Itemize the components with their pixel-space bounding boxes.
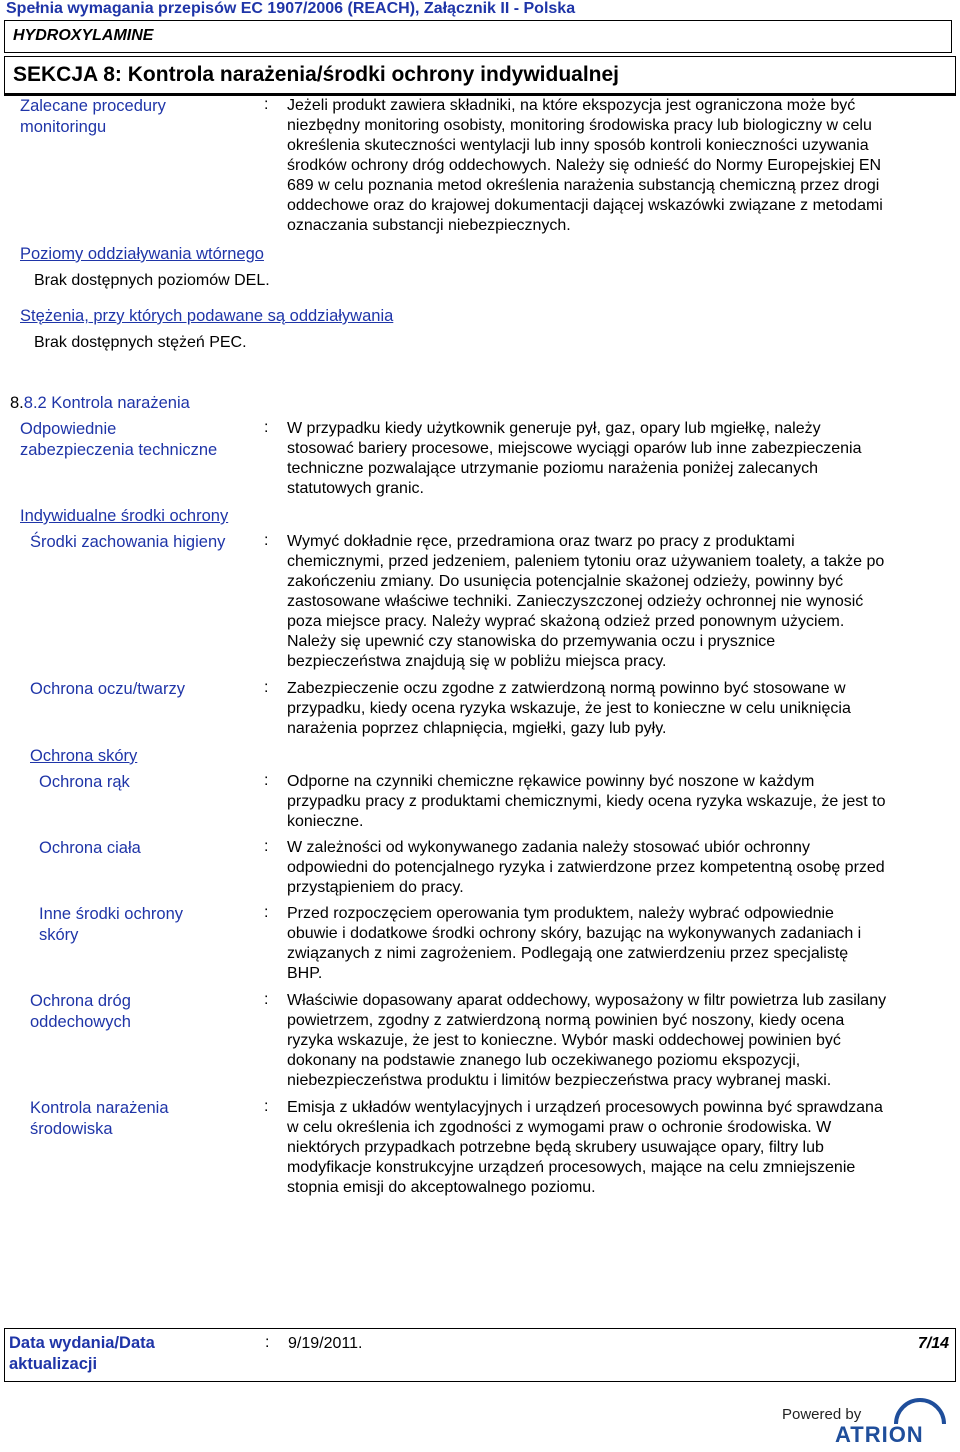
engineering-label — [20, 419, 217, 461]
colon: : — [264, 419, 269, 436]
text-line: BHP. — [287, 965, 323, 982]
skin-protection-heading: Ochrona skóry — [30, 747, 138, 765]
hygiene-label: Środki zachowania higieny — [30, 533, 226, 551]
colon: : — [265, 1334, 270, 1351]
text-line: oznaczania substancji niebezpiecznych. — [287, 217, 571, 234]
text-line: zastosowane właściwe techniki. Zanieczyszczonej odzieży ochronnej nie wynosić — [287, 593, 864, 610]
text-line: związanych z nimi zagrożeniem. Podlegają one zatwierdzeniu przez specjalistę — [287, 945, 849, 962]
hand-protection-label: Ochrona rąk — [39, 773, 130, 791]
respiratory-label-line2: oddechowych — [30, 1013, 131, 1031]
monitoring-text — [287, 96, 957, 236]
text-line: 689 w celu poznania metod określenia narażenia substancją chemiczną przez drogi — [287, 177, 880, 194]
eye-protection-text — [287, 679, 957, 739]
text-line: przystąpieniem do pracy. — [287, 879, 464, 896]
text-line: dokonany na podstawie znanego lub oczekiwanego poziomu ekspozycji, — [287, 1052, 801, 1069]
issue-date-label-line2: aktualizacji — [9, 1355, 98, 1373]
eye-protection-label: Ochrona oczu/twarzy — [30, 680, 185, 698]
subsection-number: 8. — [10, 394, 24, 412]
text-line: stosować bariery procesowe, miejscowe wyciągi oparów lub inne zabezpieczenia — [287, 440, 862, 457]
other-skin-protection-label — [39, 904, 183, 946]
colon: : — [264, 532, 269, 549]
hygiene-text — [287, 532, 957, 672]
product-name: HYDROXYLAMINE — [13, 27, 154, 44]
section-title: SEKCJA 8: Kontrola narażenia/środki ochrony indywidualnej — [13, 63, 620, 86]
secondary-levels-heading: Poziomy oddziaływania wtórnego — [20, 245, 264, 263]
body-protection-label: Ochrona ciała — [39, 839, 141, 857]
monitoring-label-line1: Zalecane procedury — [20, 97, 166, 115]
other-skin-protection-text — [287, 904, 957, 984]
text-line: bezpieczeństwa znajdują się w pobliżu miejsca pracy. — [287, 653, 667, 670]
text-line: powietrzem, zgodny z zatwierdzoną normą powinien być noszony, kiedy ocena — [287, 1012, 845, 1029]
text-line: określenia skuteczności wentylacji lub inny sposób kontroli konieczności uzywania — [287, 137, 869, 154]
text-line: W zależności od wykonywanego zadania należy stosować ubiór ochronny — [287, 839, 810, 856]
engineering-label-line1: Odpowiednie — [20, 420, 117, 438]
respiratory-protection-label — [30, 991, 131, 1033]
other-skin-label-line2: skóry — [39, 926, 79, 944]
text-line: w celu określenia ich zgodności z wymogami praw o ochronie środowiska. W — [287, 1119, 832, 1136]
respiratory-protection-text — [287, 991, 957, 1091]
regulation-header: Spełnia wymagania przepisów EC 1907/2006 (REACH), Załącznik II - Polska — [6, 0, 576, 17]
text-line: oddechowe oraz do krajowej dokumentacji dającej wskazówki związane z metodami — [287, 197, 883, 214]
text-line: Zabezpieczenie oczu zgodne z zatwierdzoną normą powinno być stosowane w — [287, 680, 846, 697]
text-line: środków ochrony dróg oddechowych. Należy się odnieść do Normy Europejskiej EN — [287, 157, 882, 174]
issue-date-label — [9, 1333, 155, 1375]
text-line: chemicznymi, przed jedzeniem, paleniem tytoniu oraz używaniem toalety, a także po — [287, 553, 885, 570]
text-line: konieczne. — [287, 813, 364, 830]
monitoring-label — [20, 96, 166, 138]
environmental-label-line2: środowiska — [30, 1120, 113, 1138]
colon: : — [264, 1098, 269, 1115]
text-line: niezbędny monitoring osobisty, monitoring środowiska pracy lub biologiczny w celu — [287, 117, 872, 134]
brand-text: ATRION — [835, 1422, 924, 1447]
concentrations-text: Brak dostępnych stężeń PEC. — [34, 334, 247, 351]
environmental-control-text — [287, 1098, 957, 1198]
text-line: odpowiedni do potencjalnego ryzyka i zatwierdzone przez kompetentną osobę przed — [287, 859, 885, 876]
environmental-control-label — [30, 1098, 169, 1140]
text-line: Jeżeli produkt zawiera składniki, na które ekspozycja jest ograniczona może być — [287, 97, 856, 114]
text-line: Emisja z układów wentylacyjnych i urządzeń procesowych powinna być sprawdzana — [287, 1099, 883, 1116]
page-number: 7/14 — [917, 1335, 949, 1352]
subsection-heading — [10, 393, 190, 414]
colon: : — [264, 96, 269, 113]
colon: : — [264, 679, 269, 696]
text-line: stopnia emisji do akceptowalnego poziomu. — [287, 1179, 596, 1196]
issue-date-value: 9/19/2011. — [288, 1335, 363, 1352]
text-line: modyfikacje konstrukcyjne urządzeń procesowych, mające na celu zmniejszenie — [287, 1159, 856, 1176]
text-line: przypadku pracy z produktami chemicznymi, kiedy ocena ryzyka wskazuje, że jest to — [287, 793, 886, 810]
product-name-box — [4, 20, 952, 53]
colon: : — [264, 772, 269, 789]
text-line: techniczne pozwalające utrzymanie poziomu narażenia poniżej zalecanych — [287, 460, 818, 477]
colon: : — [264, 904, 269, 921]
colon: : — [264, 838, 269, 855]
text-line: statutowych granic. — [287, 480, 424, 497]
text-line: Wymyć dokładnie ręce, przedramiona oraz twarz po pracy z produktami — [287, 533, 795, 550]
section-title-box — [4, 56, 956, 96]
body-protection-text — [287, 838, 957, 898]
text-line: ryzyka wskazuje, że jest to konieczne. Wybór maski oddechowej powinien być — [287, 1032, 841, 1049]
text-line: obuwie i dodatkowe środki ochrony skóry, bazując na wykonywanych zadaniach i — [287, 925, 862, 942]
engineering-label-line2: zabezpieczenia techniczne — [20, 441, 218, 459]
environmental-label-line1: Kontrola narażenia — [30, 1099, 169, 1117]
hand-protection-text — [287, 772, 957, 832]
subsection-title: 8.2 Kontrola narażenia — [23, 394, 190, 412]
respiratory-label-line1: Ochrona dróg — [30, 992, 131, 1010]
text-line: narażenia poprzez chlapnięcia, mgiełki, gazy lub pyły. — [287, 720, 667, 737]
engineering-text — [287, 419, 957, 499]
personal-protection-heading: Indywidualne środki ochrony — [20, 507, 229, 525]
text-line: Właściwie dopasowany aparat oddechowy, wyposażony w filtr powietrza lub zasilany — [287, 992, 887, 1009]
footer-box — [4, 1328, 956, 1382]
text-line: W przypadku kiedy użytkownik generuje pył, gaz, opary lub mgiełkę, należy — [287, 420, 821, 437]
powered-by-text: Powered by — [782, 1406, 862, 1423]
secondary-levels-text: Brak dostępnych poziomów DEL. — [34, 272, 270, 289]
concentrations-heading: Stężenia, przy których podawane są oddziaływania — [20, 307, 394, 325]
text-line: Odporne na czynniki chemiczne rękawice powinny być noszone w każdym — [287, 773, 815, 790]
text-line: zakończeniu zmiany. Do usunięcia potencjalnie skażonej odzieży, powinny być — [287, 573, 844, 590]
text-line: poza miejsce pracy. Należy wyprać skażoną odzież przed ponownym użyciem. — [287, 613, 845, 630]
text-line: niebezpieczeństwa produktu i limitów bezpieczeństwa pracy wybranej maski. — [287, 1072, 832, 1089]
monitoring-label-line2: monitoringu — [20, 118, 107, 136]
text-line: niektórych przypadkach potrzebne będą skrubery usuwające opary, filtry lub — [287, 1139, 824, 1156]
text-line: Należy się upewnić czy stanowiska do przemywania oczu i prysznice — [287, 633, 776, 650]
text-line: Przed rozpoczęciem operowania tym produktem, należy wybrać odpowiednie — [287, 905, 834, 922]
atrion-logo — [740, 1400, 950, 1448]
other-skin-label-line1: Inne środki ochrony — [39, 905, 183, 923]
issue-date-label-line1: Data wydania/Data — [9, 1334, 155, 1352]
colon: : — [264, 991, 269, 1008]
text-line: przypadku, kiedy ocena ryzyka wskazuje, że jest to konieczne w celu uniknięcia — [287, 700, 851, 717]
